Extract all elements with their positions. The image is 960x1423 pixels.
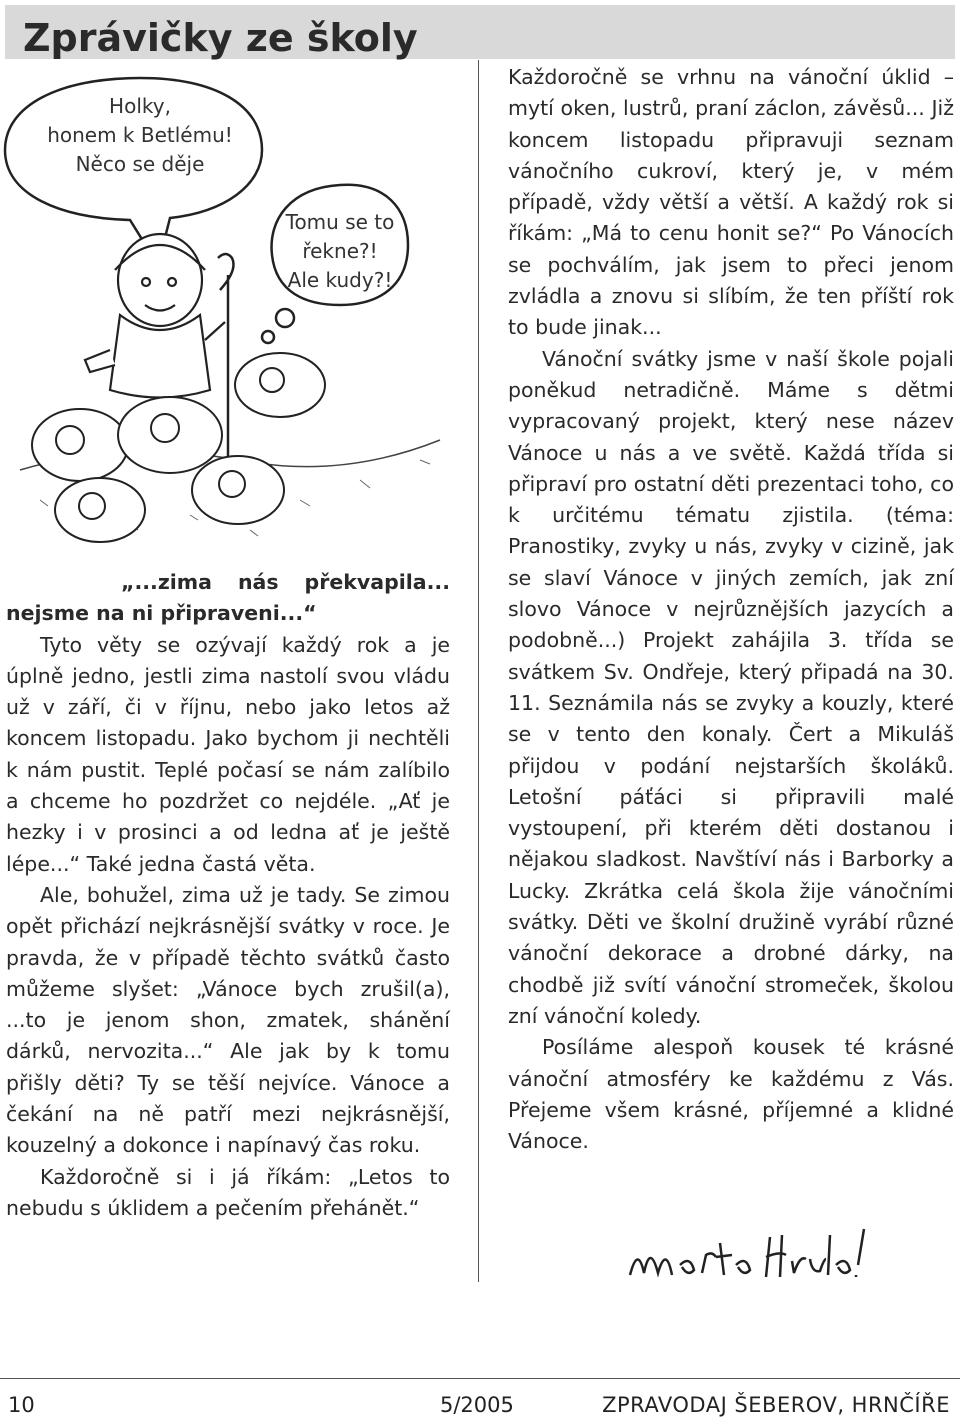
handwritten-signature bbox=[620, 1215, 900, 1305]
speech-line: Něco se děje bbox=[75, 152, 205, 176]
thought-dot bbox=[262, 331, 274, 343]
paragraph: Tyto věty se ozývají každý rok a je úplně jedno, jestli zima nastolí svou vládu už v září, či v říjnu, nebo jako letos až koncem listopadu. Jako bychom ji nechtěli k nám pustit. Teplé počasí se nám zalíbilo a chceme ho pozdržet co nejdéle. „Ať je hezky i v prosinci a od ledna ať je ještě lépe...“ Také jedna častá věta. bbox=[6, 632, 450, 876]
thought-line: řekne?! bbox=[302, 239, 378, 263]
paragraph: Vánoční svátky jsme v naší škole pojali poněkud netradičně. Máme s dětmi vypracovaný projekt, který nese název Vánoce u nás a ve světě. Každá třída si připraví pro ostatní děti prezentaci toho, co k určitému tématu zjistila. (téma: Pranostiky, zvyky u nás, zvyky v cizině, jak se slaví Vánoce v jiných zemích, jak zní slovo Vánoce v nejrůznějších jazycích a podobně...) Projekt zahájila 3. třída se svátkem Sv. Ondřeje, který připadá na 30. 11. Seznámila nás se zvyky a kouzly, které se v tento den konaly. Čert a Mikuláš přijdou v podání nejstarších školáků. Letošní páťáci si připravili malé vystoupení, při kterém děti dostanou i nějakou sladkost. Navštíví nás i Barborky a Lucky. Zkrátka celá škola žije vánočními svátky. Děti ve školní družině vyrábí různé vánoční dekorace a drobné dárky, na chodbě již svítí vánoční stromeček, školou zní vánoční koledy. bbox=[508, 346, 954, 1028]
signature bbox=[620, 1215, 900, 1305]
thought-line: Tomu se to bbox=[285, 210, 395, 234]
lead-quote: „...zima nás překvapila... nejsme na ni připraveni...“ bbox=[6, 570, 450, 626]
issue-number: 5/2005 bbox=[440, 1393, 514, 1417]
page-number: 10 bbox=[8, 1393, 35, 1417]
shepherd-figure bbox=[85, 234, 225, 398]
footer bbox=[0, 1378, 960, 1423]
speech-bubble-text bbox=[20, 92, 260, 179]
paragraph: Ale, bohužel, zima už je tady. Se zimou opět přichází nejkrásnější svátky v roce. Je pravda, že v případě těchto svátků často můžeme slyšet: „Vánoce bych zrušil(a), ...to je jenom shon, zmatek, shánění dárků, nervozita...“ Ale jak by k tomu přišly děti? Ty se těší nejvíce. Vánoce a čekání na ně patří mezi nejkrásnější, kouzelný a dokonce i napínavý čas roku. bbox=[6, 882, 450, 1158]
paragraph: Každoročně si i já říkám: „Letos to nebudu s úklidem a pečením přehánět.“ bbox=[6, 1164, 450, 1220]
magazine-name: ZPRAVODAJ ŠEBEROV, HRNČÍŘE bbox=[602, 1393, 950, 1417]
header-bar bbox=[5, 5, 955, 59]
illustration bbox=[0, 60, 478, 560]
right-column bbox=[508, 62, 954, 1157]
speech-line: Holky, bbox=[109, 94, 171, 118]
page-title: Zprávičky ze školy bbox=[23, 16, 418, 60]
paragraph: Každoročně se vrhnu na vánoční úklid – mytí oken, lustrů, praní záclon, závěsů... Již koncem listopadu připravuji seznam vánočního cukroví, který je, v mém případě, vždy větší a větší. A každý rok si říkám: „Má to cenu honit se?“ Po Vánocích se pochválím, jak jsem to přeci jenom zvládla a znovu si slíbím, že ten příští rok to bude jinak... bbox=[508, 65, 954, 340]
speech-line: honem k Betlému! bbox=[47, 123, 233, 147]
paragraph: Posíláme alespoň kousek té krásné vánoční atmosféry ke každému z Vás. Přejeme všem krásné, příjemné a klidné Vánoce. bbox=[508, 1035, 954, 1154]
thought-bubble-text bbox=[270, 208, 410, 295]
column-divider bbox=[478, 60, 479, 1282]
thought-dot bbox=[276, 309, 294, 327]
left-column bbox=[6, 567, 450, 1224]
thought-line: Ale kudy?! bbox=[287, 268, 393, 292]
